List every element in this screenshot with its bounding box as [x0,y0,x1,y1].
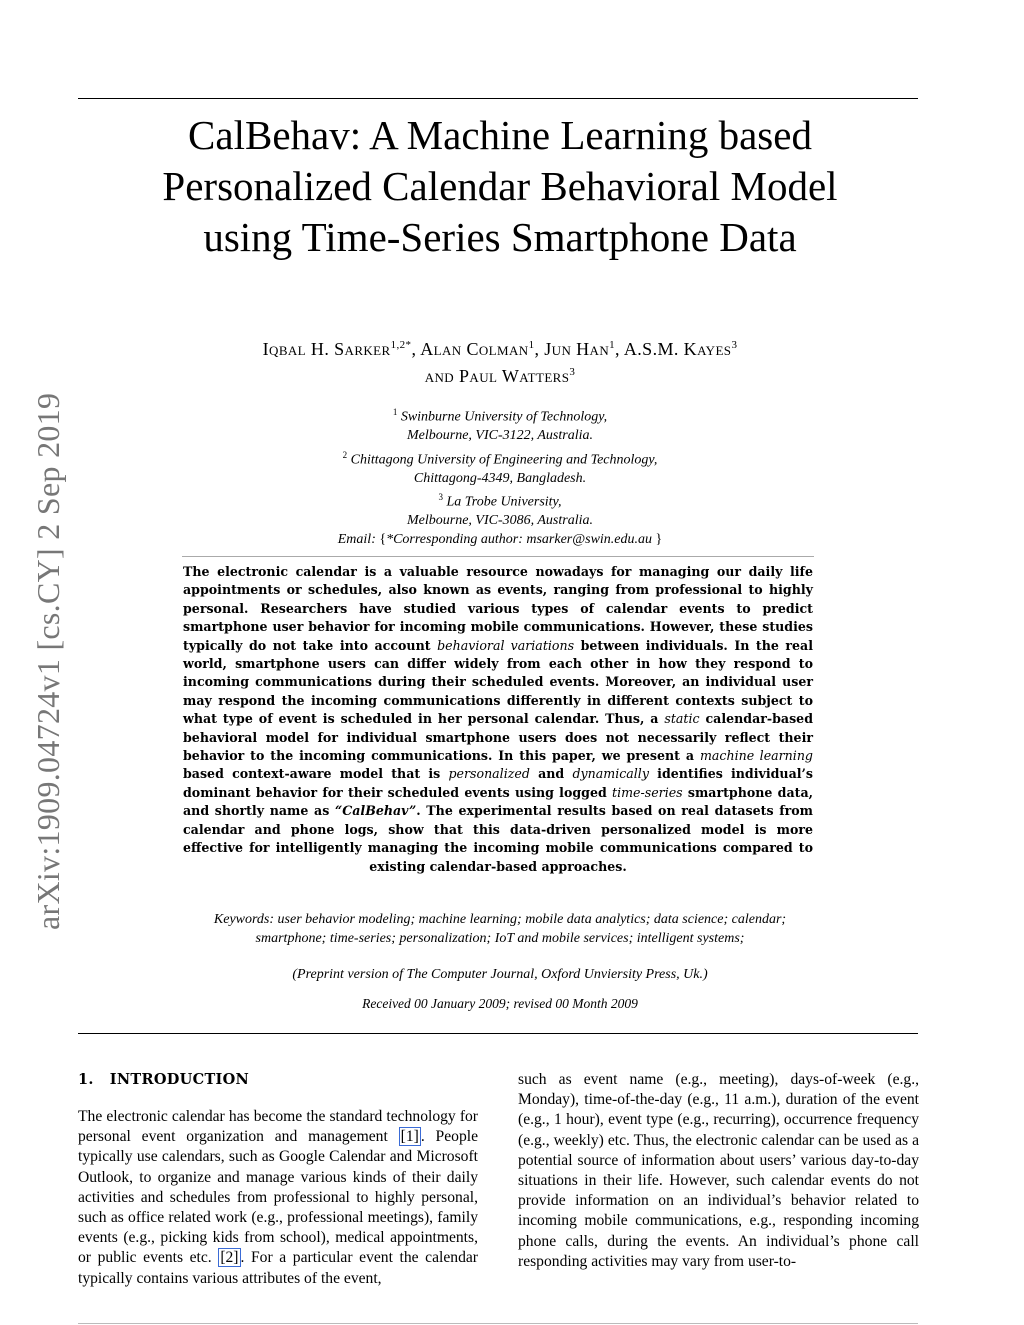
email-brace-close: } [655,531,663,547]
citation-link[interactable]: [2] [220,1249,239,1267]
abstract-emphasis: personalized [448,766,530,782]
abstract-emphasis: time-series [612,784,683,800]
section-rule [78,1033,918,1034]
abstract-text: between individuals. In the real world, smartphone users can differ widely from each other in how they respond to incoming communications during their scheduled events. Moreover, an individual user may respond the incoming communications differently in different contexts subject to what type of event is scheduled in her personal calendar. Thus, a [183,637,813,727]
preprint-note: (Preprint version of The Computer Journal, Oxford Unviersity Press, Uk.) [292,967,708,982]
abstract-text: identifies individual’s dominant behavior for their scheduled events using logged [183,766,814,800]
affiliation-line: Melbourne, VIC-3122, Australia. [406,428,593,444]
affiliation-1 [220,403,780,427]
affiliation-number: 1 [392,407,398,417]
paper-title: CalBehav: A Machine Learning based Personalized Calendar Behavioral Model using Time-Series Smartphone Data [162,112,838,260]
abstract-emphasis: behavioral variations [437,637,575,653]
affiliations [220,403,780,549]
bottom-rule [78,1323,918,1324]
affiliation-line: Melbourne, VIC-3086, Australia. [406,513,593,529]
affiliation-number: 3 [438,492,443,503]
affiliation-line: Chittagong-4349, Bangladesh. [413,470,587,486]
author-affil-mark: 1 [528,339,535,351]
author-list: Iqbal H. Sarker$^{1,2*}$, Alan Colman$^1$, Jun Han$^1$, A.S.M. Kayes$^3$ and Paul Watters$^3$ [262,339,738,386]
abstract [183,563,813,876]
author-name: Iqbal H. Sarker [262,339,391,359]
author-name: Jun Han [544,339,610,359]
body-text: . People typically use calendars, such as Google Calendar and Microsoft Outlook, to organize and manage various kinds of their daily activities and schedules from professional to highly personal, such as office related work (e.g., professional meetings), family events (e.g., picking kids from school), medical appointments, or public events etc. [78,1128,478,1267]
email-brace-open: { [379,531,387,547]
author-affil-mark: 1 [609,339,616,351]
abstract-rule [182,556,814,557]
abstract-text: smartphone data, and shortly name as [183,784,813,819]
intro-right-column: such as event name (e.g., meeting), days-of-week (e.g., Monday), time-of-the-day (e.g., 11 a.m.), duration of the event (e.g., 1 hour), event type (e.g., recurring), occurrence frequency (e.g., weekly) etc. Thus, the electronic calendar can be used as a potential source of information about users’ various day-to-day situations in their life. However, such calendar events do not provide information on an individual’s behavior related to incoming mobile communications, e.g., responding incoming phone calls, during the events. An individual’s phone call responding activities may vary from user-to- [518,1071,919,1270]
email-address[interactable]: *Corresponding author: msarker@swin.edu.au [386,531,653,547]
author-name: Alan Colman [420,339,529,359]
abstract-text: based context-aware model that is [183,766,441,782]
intro-left-column [78,1107,478,1289]
body-text: . For a particular event the calendar typically contains various attributes of the event, [78,1249,478,1287]
keywords: Keywords: user behavior modeling; machine learning; mobile data analytics; data science; calendar; smartphone; time-series; personalization; IoT and mobile services; intelligent systems; [213,912,787,946]
affiliation-line: Swinburne University of Technology, [400,409,608,425]
author-and: and [424,366,455,386]
author-name: Paul Watters [459,366,570,386]
abstract-emphasis: static [664,711,700,727]
affiliation-line: Chittagong University of Engineering and Technology, [350,452,658,468]
author-affil-mark: 3 [569,366,576,378]
section-heading: 1. INTRODUCTION [78,1071,250,1088]
affiliation-number: 2 [342,449,348,460]
body-text: The electronic calendar has become the standard technology for personal event organization and management [78,1108,478,1146]
affiliation-line: La Trobe University, [446,494,562,510]
received-date: Received 00 January 2009; revised 00 Month 2009 [362,996,638,1011]
arxiv-identifier: arXiv:1909.04724v1 [cs.CY] 2 Sep 2019 [30,392,66,930]
author-affil-mark: 3 [731,339,738,351]
abstract-text: and [538,766,565,782]
corresponding-email [220,531,780,550]
top-rule [78,98,918,99]
abstract-emphasis: machine learning [699,748,813,764]
citation-link[interactable]: [1] [400,1128,419,1146]
author-affil-mark: 1,2* [390,339,412,351]
email-label: Email: [337,531,376,547]
author-name: A.S.M. Kayes [623,339,732,359]
abstract-emphasis: dynamically [572,766,649,782]
abstract-emphasis: “CalBehav” [335,803,417,819]
abstract-text: . The experimental results based on real datasets from calendar and phone logs, show that this data-driven personalized model is more effective for intelligently managing the incoming mobile communications compared to existing calendar-based approaches. [183,803,813,874]
abstract-text: calendar-based behavioral model for individual smartphone users does not necessarily reflect their behavior to the incoming communications. In this paper, we present a [183,711,813,764]
abstract-text: The electronic calendar is a valuable resource nowadays for managing our daily life appointments or schedules, also known as events, ranging from professional to highly personal. Researchers have studied various types of calendar events to predict smartphone user behavior for incoming mobile communications. However, these studies typically do not take into account [183,564,813,653]
affiliation-3 [220,488,780,512]
affiliation-2 [220,446,780,470]
